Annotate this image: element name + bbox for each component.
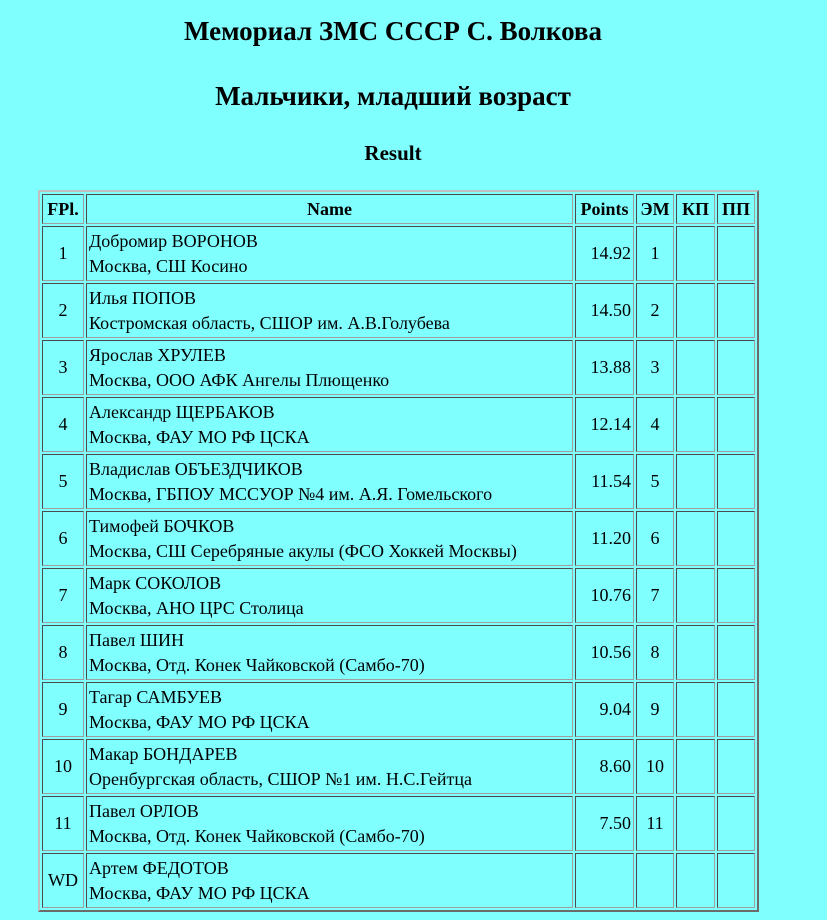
em-cell: 3	[636, 340, 674, 395]
pp-cell	[717, 454, 755, 509]
skater-cell	[86, 283, 573, 338]
skater-club: Костромская область, СШОР им. А.В.Голубева	[89, 312, 450, 333]
skater-club: Москва, Отд. Конек Чайковской (Самбо-70)	[89, 654, 425, 675]
points-cell: 7.50	[575, 796, 634, 851]
points-cell: 10.56	[575, 625, 634, 680]
table-row	[42, 511, 755, 566]
place-cell: 6	[42, 511, 84, 566]
skater-cell	[86, 454, 573, 509]
place-cell: 11	[42, 796, 84, 851]
em-cell: 5	[636, 454, 674, 509]
skater-cell	[86, 397, 573, 452]
place-cell: 4	[42, 397, 84, 452]
em-cell: 10	[636, 739, 674, 794]
skater-club: Москва, СШ Серебряные акулы (ФСО Хоккей Москвы)	[89, 540, 517, 561]
skater-club: Москва, АНО ЦРС Столица	[89, 597, 304, 618]
points-cell: 14.92	[575, 226, 634, 281]
header-pp: ПП	[717, 194, 755, 224]
kp-cell	[676, 796, 715, 851]
kp-cell	[676, 454, 715, 509]
table-row	[42, 682, 755, 737]
skater-name: Тагар САМБУЕВ	[89, 686, 222, 707]
em-cell	[636, 853, 674, 908]
place-cell: 9	[42, 682, 84, 737]
skater-name: Илья ПОПОВ	[89, 287, 196, 308]
skater-name: Добромир ВОРОНОВ	[89, 230, 258, 251]
em-cell: 7	[636, 568, 674, 623]
kp-cell	[676, 568, 715, 623]
skater-cell	[86, 625, 573, 680]
table-row	[42, 340, 755, 395]
table-row	[42, 454, 755, 509]
table-row	[42, 625, 755, 680]
skater-club: Москва, СШ Косино	[89, 255, 248, 276]
pp-cell	[717, 340, 755, 395]
skater-cell	[86, 340, 573, 395]
pp-cell	[717, 568, 755, 623]
pp-cell	[717, 283, 755, 338]
place-cell: 8	[42, 625, 84, 680]
points-cell: 13.88	[575, 340, 634, 395]
skater-cell	[86, 226, 573, 281]
skater-club: Оренбургская область, СШОР №1 им. Н.С.Гейтца	[89, 768, 472, 789]
kp-cell	[676, 739, 715, 794]
skater-cell	[86, 511, 573, 566]
skater-name: Макар БОНДАРЕВ	[89, 743, 238, 764]
table-row	[42, 853, 755, 908]
kp-cell	[676, 226, 715, 281]
section-title: Result	[364, 141, 422, 165]
table-row	[42, 283, 755, 338]
header-name: Name	[86, 194, 573, 224]
skater-cell	[86, 796, 573, 851]
skater-club: Москва, ООО АФК Ангелы Плющенко	[89, 369, 390, 390]
kp-cell	[676, 397, 715, 452]
pp-cell	[717, 796, 755, 851]
table-row	[42, 397, 755, 452]
skater-cell	[86, 682, 573, 737]
points-cell: 9.04	[575, 682, 634, 737]
skater-name: Владислав ОБЪЕЗДЧИКОВ	[89, 458, 303, 479]
skater-name: Павел ОРЛОВ	[89, 800, 199, 821]
points-cell: 8.60	[575, 739, 634, 794]
header-em: ЭМ	[636, 194, 674, 224]
place-cell: 1	[42, 226, 84, 281]
em-cell: 1	[636, 226, 674, 281]
skater-name: Павел ШИН	[89, 629, 185, 650]
em-cell: 8	[636, 625, 674, 680]
kp-cell	[676, 625, 715, 680]
skater-club: Москва, ФАУ МО РФ ЦСКА	[89, 426, 310, 447]
skater-name: Артем ФЕДОТОВ	[89, 857, 229, 878]
points-cell: 12.14	[575, 397, 634, 452]
points-cell: 14.50	[575, 283, 634, 338]
points-cell	[575, 853, 634, 908]
header-place: FPl.	[42, 194, 84, 224]
skater-club: Москва, ФАУ МО РФ ЦСКА	[89, 882, 310, 903]
skater-cell	[86, 853, 573, 908]
em-cell: 11	[636, 796, 674, 851]
skater-name: Александр ЩЕРБАКОВ	[89, 401, 275, 422]
place-cell: 3	[42, 340, 84, 395]
table-row	[42, 568, 755, 623]
skater-club: Москва, Отд. Конек Чайковской (Самбо-70)	[89, 825, 425, 846]
table-row	[42, 739, 755, 794]
skater-name: Ярослав ХРУЛЕВ	[89, 344, 226, 365]
em-cell: 6	[636, 511, 674, 566]
em-cell: 9	[636, 682, 674, 737]
pp-cell	[717, 397, 755, 452]
skater-cell	[86, 568, 573, 623]
kp-cell	[676, 340, 715, 395]
pp-cell	[717, 853, 755, 908]
header-points: Points	[575, 194, 634, 224]
category-title: Мальчики, младший возраст	[215, 81, 571, 111]
skater-name: Марк СОКОЛОВ	[89, 572, 222, 593]
skater-cell	[86, 739, 573, 794]
em-cell: 2	[636, 283, 674, 338]
kp-cell	[676, 682, 715, 737]
skater-name: Тимофей БОЧКОВ	[89, 515, 235, 536]
kp-cell	[676, 853, 715, 908]
page-title: Мемориал ЗМС СССР С. Волкова	[184, 16, 602, 46]
pp-cell	[717, 226, 755, 281]
em-cell: 4	[636, 397, 674, 452]
pp-cell	[717, 682, 755, 737]
kp-cell	[676, 511, 715, 566]
kp-cell	[676, 283, 715, 338]
points-cell: 11.54	[575, 454, 634, 509]
points-cell: 10.76	[575, 568, 634, 623]
results-body	[42, 226, 755, 908]
place-cell: 2	[42, 283, 84, 338]
header-row	[42, 194, 755, 224]
place-cell: WD	[42, 853, 84, 908]
place-cell: 10	[42, 739, 84, 794]
points-cell: 11.20	[575, 511, 634, 566]
place-cell: 7	[42, 568, 84, 623]
table-row	[42, 226, 755, 281]
skater-club: Москва, ФАУ МО РФ ЦСКА	[89, 711, 310, 732]
table-row	[42, 796, 755, 851]
results-table	[38, 190, 759, 912]
place-cell: 5	[42, 454, 84, 509]
header-kp: КП	[676, 194, 715, 224]
pp-cell	[717, 625, 755, 680]
pp-cell	[717, 511, 755, 566]
skater-club: Москва, ГБПОУ МССУОР №4 им. А.Я. Гомельского	[89, 483, 493, 504]
pp-cell	[717, 739, 755, 794]
